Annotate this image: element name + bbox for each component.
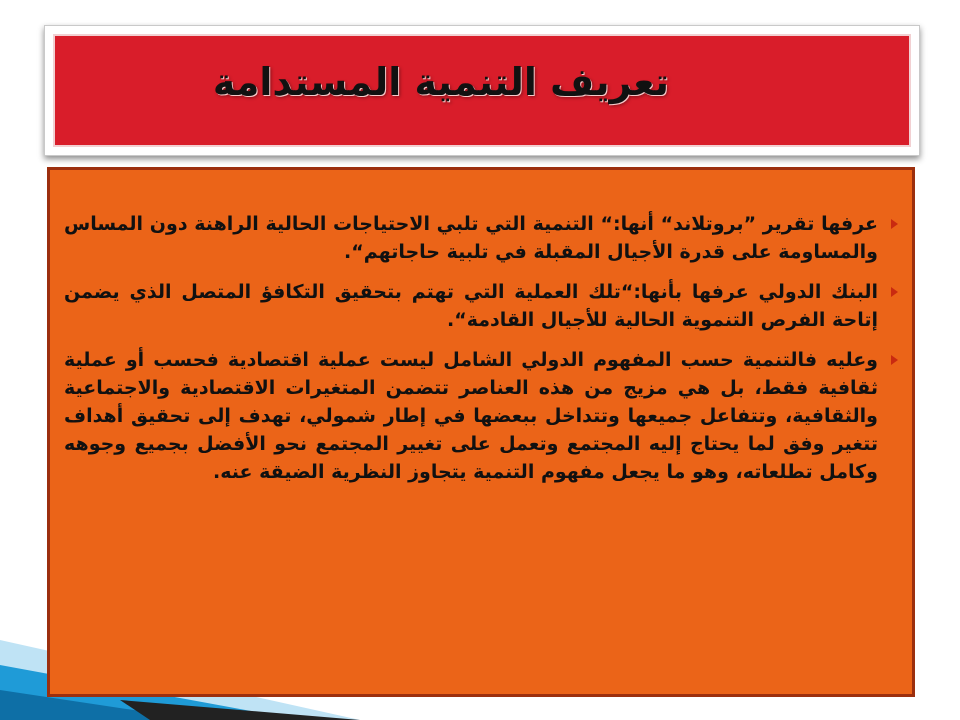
bullet-item: [64, 346, 900, 486]
bullet-item: [64, 278, 900, 334]
content-panel: [47, 167, 915, 697]
bullet-list: [64, 210, 900, 498]
bullet-text: وعليه فالتنمية حسب المفهوم الدولي الشامل ليست عملية اقتصادية فحسب أو عملية ثقافية فقط، بل هي مزيج من هذه العناصر تتضمن المتغيرات الاقتصادية والاجتماعية والثقافية، وتتفاعل جميعها وتتداخل ببعضها في إطار شمولي، تهدف إلى تحقيق أهداف تتغير وفق لما يحتاج إليه المجتمع وتعمل على تغيير المجتمع نحو الأفضل بجميع وجوهه وكامل تطلعاته، وهو ما يجعل مفهوم التنمية يتجاوز النظرية الضيقة عنه.: [64, 349, 878, 483]
bullet-text: البنك الدولي عرفها بأنها:“تلك العملية التي تهتم بتحقيق التكافؤ المتصل الذي يضمن إتاحة الفرص التنموية الحالية للأجيال القادمة“.: [64, 281, 878, 331]
bullet-text: عرفها تقرير ”بروتلاند“ أنها:“ التنمية التي تلبي الاحتياجات الحالية الراهنة دون المساس والمساومة على قدرة الأجيال المقبلة في تلبية حاجاتهم“.: [64, 213, 878, 263]
bullet-arrow-icon: [891, 219, 898, 229]
slide-title: تعريف التنمية المستدامة: [212, 60, 669, 104]
bullet-item: [64, 210, 900, 266]
title-panel: [53, 34, 911, 147]
title-banner: [44, 25, 920, 156]
bullet-arrow-icon: [891, 287, 898, 297]
bullet-arrow-icon: [891, 355, 898, 365]
